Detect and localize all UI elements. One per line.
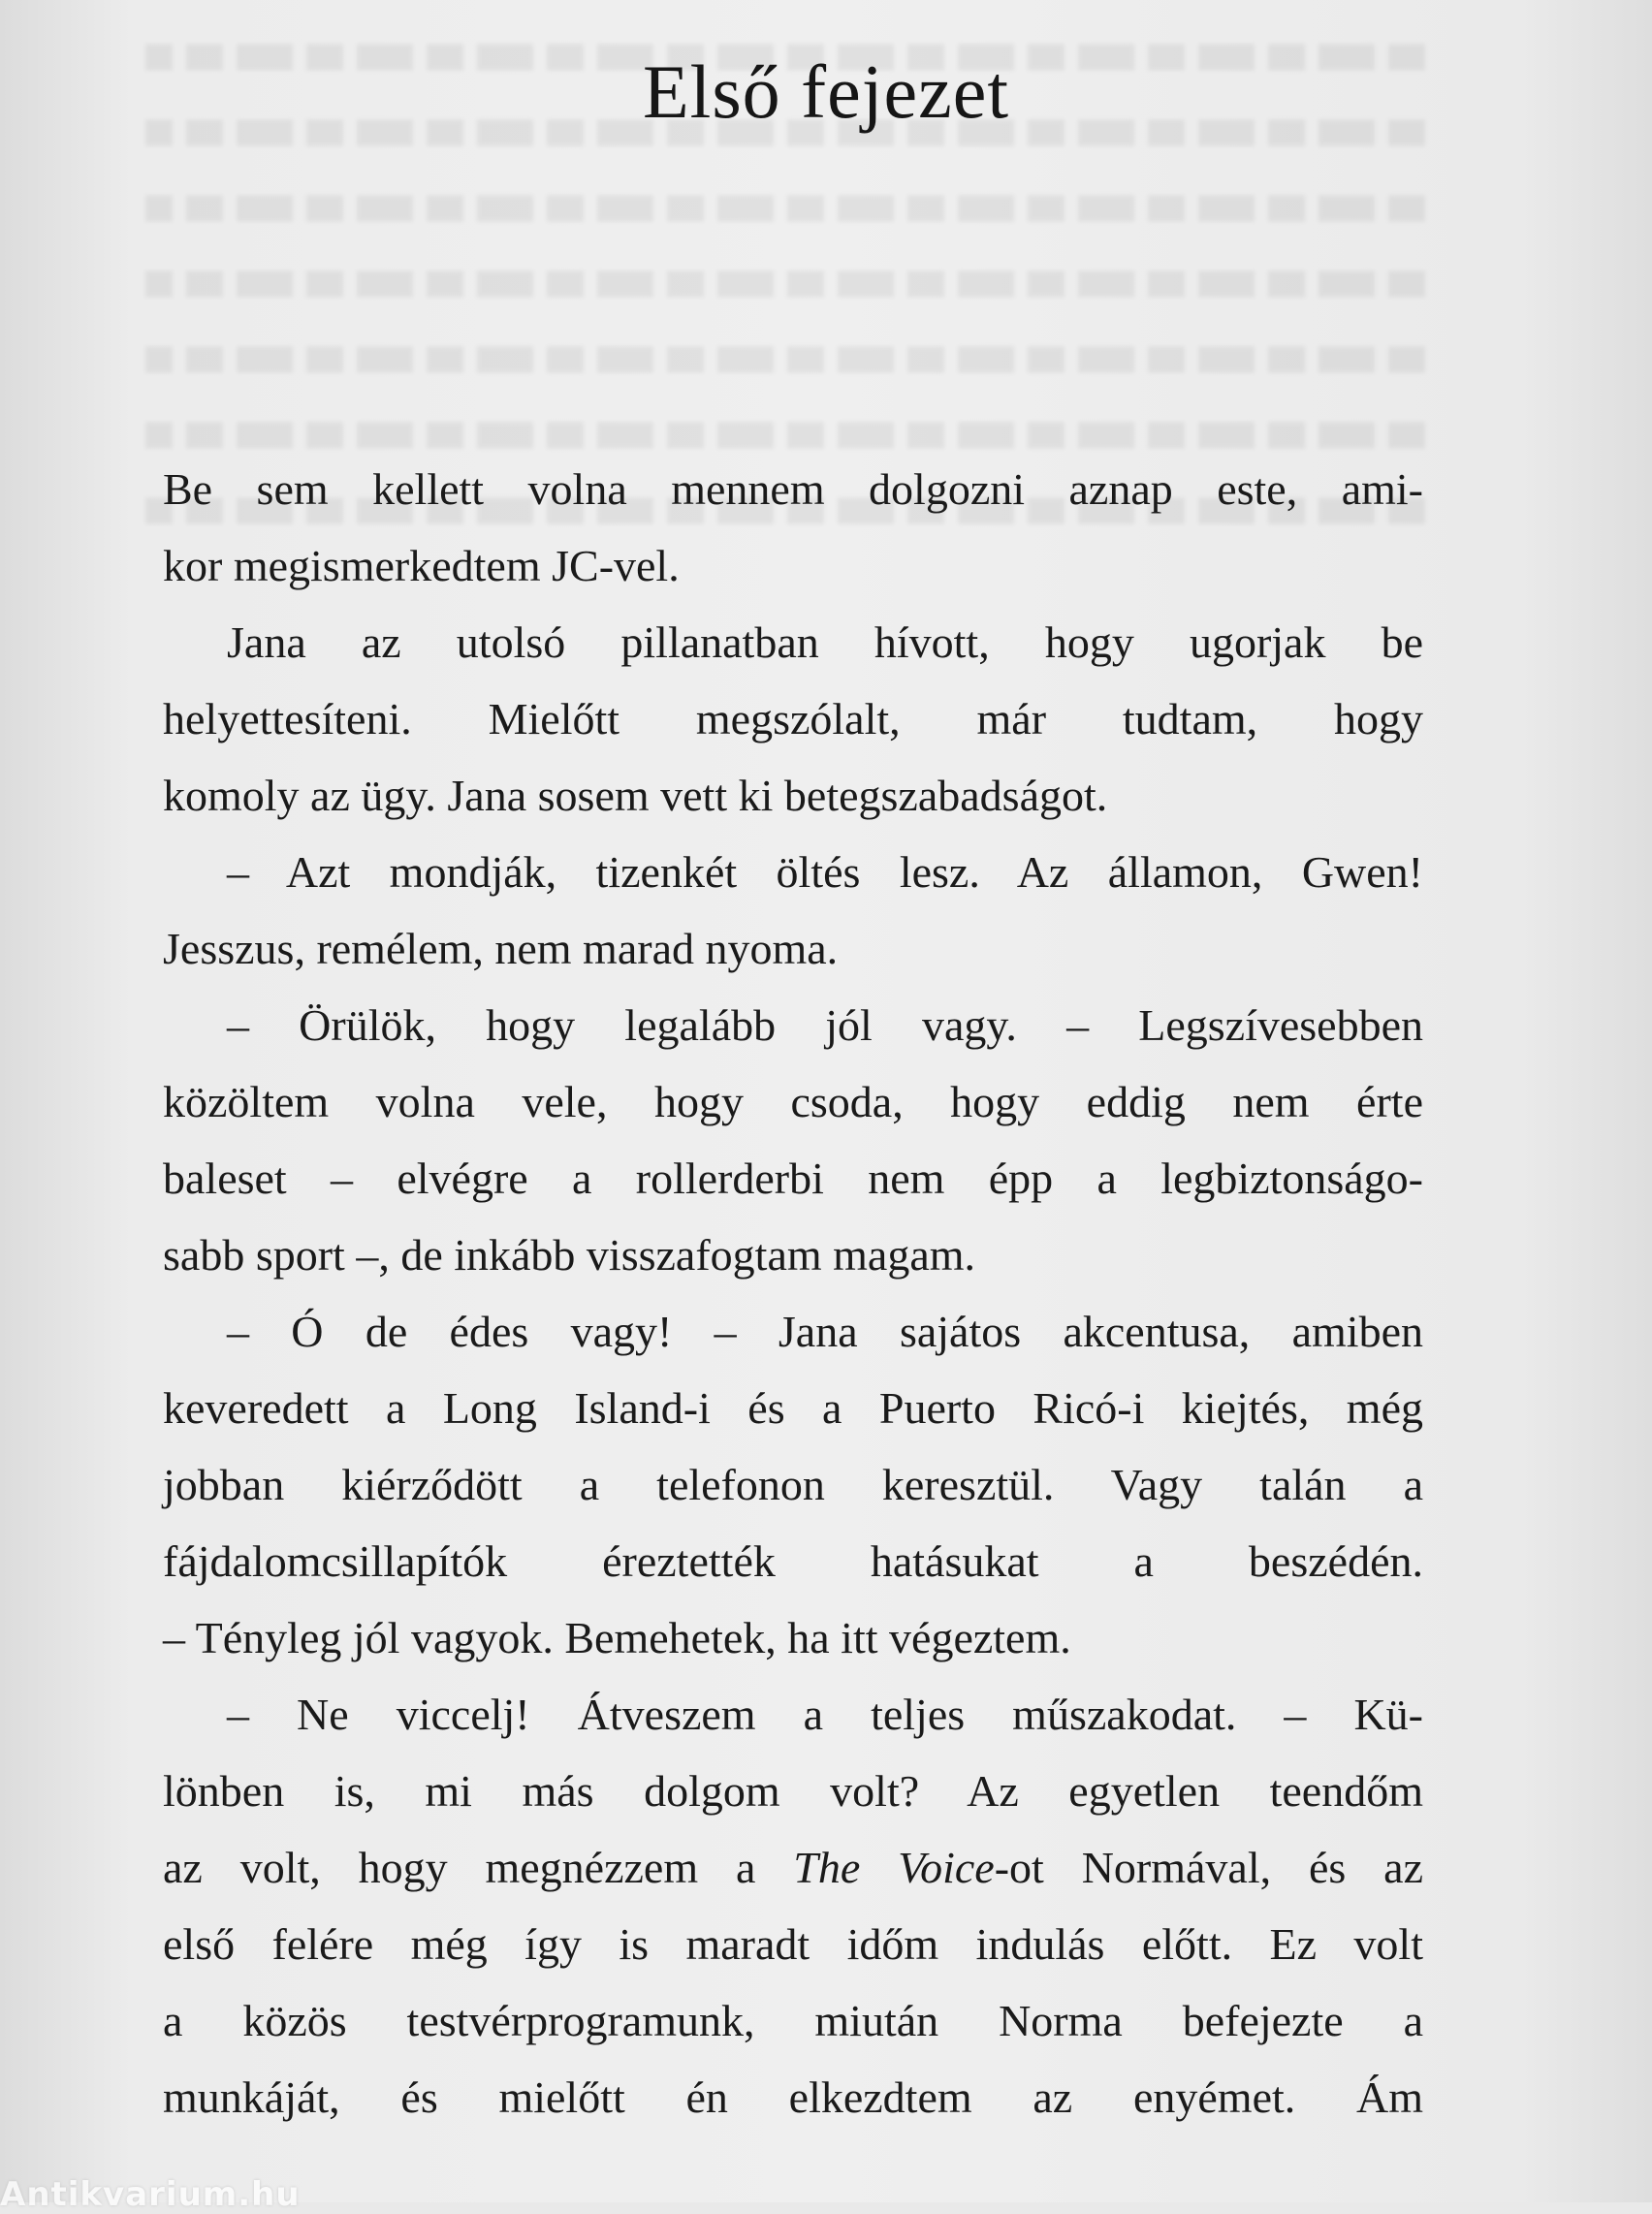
show-title: The Voice [793, 1843, 995, 1892]
text-line: első felére még így is maradt időm indulás előtt. Ez volt [163, 1919, 1423, 1969]
text-line: keveredett a Long Island-i és a Puerto Ricó-i kiejtés, még [163, 1383, 1423, 1433]
text-line: komoly az ügy. Jana sosem vett ki betegszabadságot. [163, 771, 1108, 820]
text-line: az volt, hogy megnézzem a The Voice-ot Normával, és az [163, 1843, 1423, 1892]
text-line: Jana az utolsó pillanatban hívott, hogy ugorjak be [227, 617, 1423, 667]
text-line: – Azt mondják, tizenkét öltés lesz. Az államon, Gwen! [227, 847, 1423, 897]
watermark: Antikvarium.hu [0, 2175, 301, 2214]
text-line: fájdalomcsillapítók éreztették hatásukat a beszédén. [163, 1536, 1423, 1586]
text-line: Jesszus, remélem, nem marad nyoma. [163, 924, 839, 973]
text-line: – Ne viccelj! Átveszem a teljes műszakodat. – Kü- [227, 1690, 1423, 1739]
text-line: jobban kiérződött a telefonon keresztül. Vagy talán a [163, 1460, 1423, 1509]
text-line: lönben is, mi más dolgom volt? Az egyetlen teendőm [163, 1766, 1423, 1816]
text-line: Be sem kellett volna mennem dolgozni aznap este, ami- [163, 464, 1423, 514]
text-line: – Ó de édes vagy! – Jana sajátos akcentusa, amiben [227, 1307, 1423, 1356]
text-line: munkáját, és mielőtt én elkezdtem az enyémet. Ám [163, 2072, 1423, 2122]
text-line: sabb sport –, de inkább visszafogtam magam. [163, 1230, 976, 1280]
chapter-title: Első fejezet [643, 49, 1009, 134]
text-line: baleset – elvégre a rollerderbi nem épp a legbiztonságo- [163, 1154, 1423, 1203]
text-line: – Örülök, hogy legalább jól vagy. – Legszívesebben [227, 1000, 1423, 1050]
text-line: helyettesíteni. Mielőtt megszólalt, már tudtam, hogy [163, 694, 1423, 743]
text-line: közöltem volna vele, hogy csoda, hogy eddig nem érte [163, 1077, 1423, 1126]
text-line: kor megismerkedtem JC-vel. [163, 541, 680, 590]
text-line: a közös testvérprogramunk, miután Norma befejezte a [163, 1996, 1423, 2045]
text-line: – Tényleg jól vagyok. Bemehetek, ha itt végeztem. [163, 1613, 1071, 1662]
chapter-body [163, 451, 1423, 2135]
